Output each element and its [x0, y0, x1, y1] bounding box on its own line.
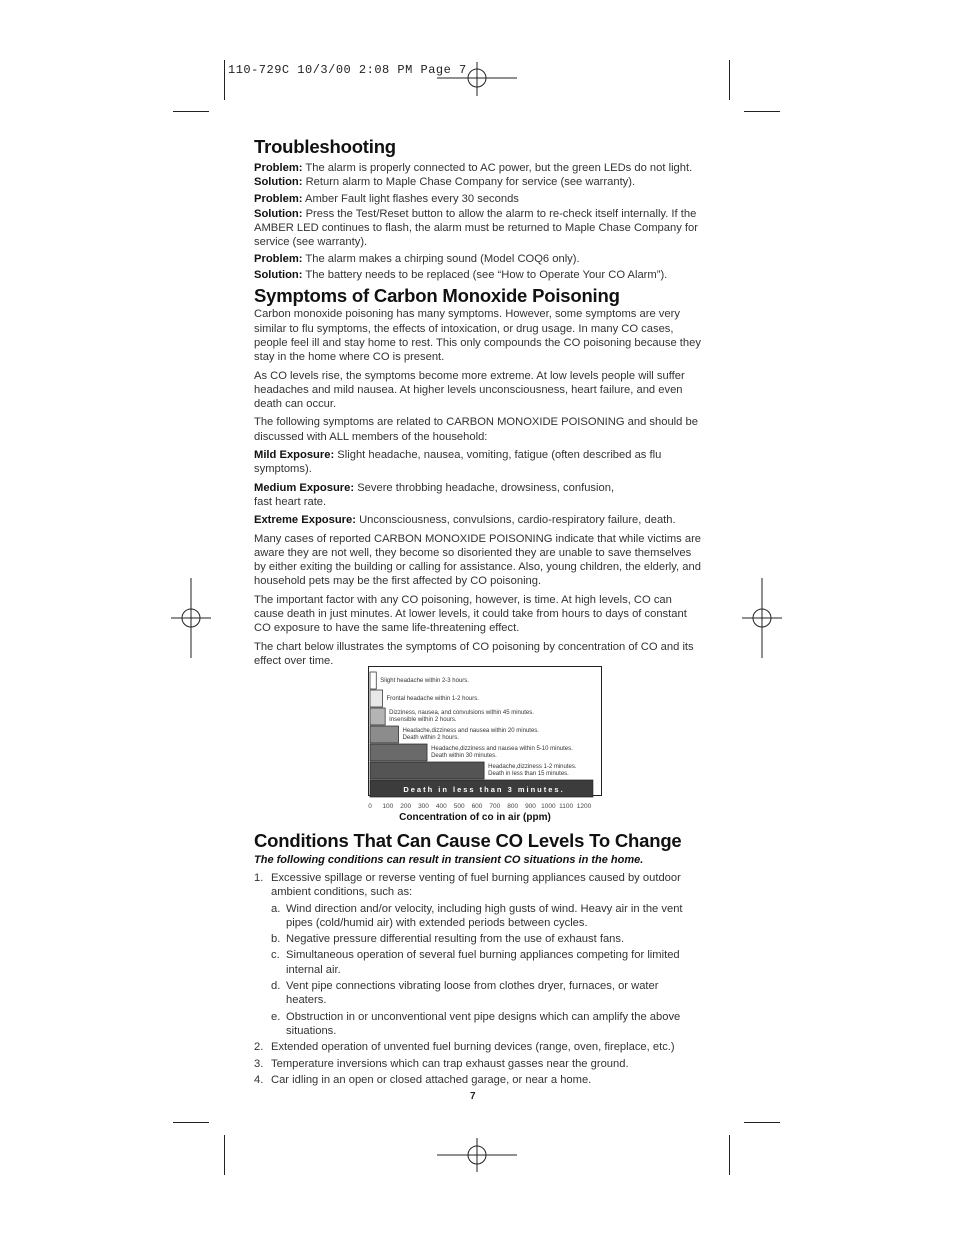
problem-2: Problem: Amber Fault light flashes every 30 seconds — [254, 192, 519, 205]
chart-tick-label: 1100 — [559, 803, 574, 810]
chart-tick-label: 900 — [525, 803, 536, 810]
conditions-heading: Conditions That Can Cause CO Levels To Change — [254, 830, 682, 851]
solution-3: Solution: The battery needs to be replaced (see “How to Operate Your CO Alarm”). — [254, 269, 668, 282]
symptoms-heading: Symptoms of Carbon Monoxide Poisoning — [254, 285, 620, 307]
chart-bar — [370, 708, 385, 725]
symptoms-paragraph: Many cases of reported CARBON MONOXIDE POISONING indicate that while victims are aware they are not well, they become so disoriented they are unable to save themselves by either exiting the building or calling for assistance. Also, young children, the elderly, and household pets may be the first affected by CO poisoning. — [254, 532, 702, 588]
symptoms-paragraph: The following symptoms are related to CARBON MONOXIDE POISONING and should be discussed with ALL members of the household: — [254, 416, 698, 443]
troubleshooting-heading: Troubleshooting — [254, 136, 396, 157]
main-content — [254, 136, 702, 668]
chart-bar — [370, 672, 376, 689]
list-item: 1. Excessive spillage or reverse venting of fuel burning appliances caused by outdoor ambient conditions, such as: a. Wind direction and/or velocity, including high gusts of wind. Heavy air in the vent pipes (cold/humid air) with extended periods between cycles. b. Negative pressure differential resulting from the use of exhaust fans. c. Simultaneous operation of several fuel burning appliances competing for limited internal air. d. Vent pipe connections vibrating loose from clothes dryer, furnaces, or water heaters. e. Obstruction in or unconventional vent pipe designs which can amplify the above situations. — [254, 871, 702, 1038]
chart-tick-label: 100 — [382, 803, 394, 810]
medium-exposure: Medium Exposure: Severe throbbing headache, drowsiness, confusion, fast heart rate. — [254, 481, 615, 508]
chart-tick-label: 200 — [400, 803, 412, 810]
chart-bar-label: Headache,dizziness and nausea within 5-10 minutes. Death within 30 minutes. — [431, 746, 573, 759]
crop-mark — [744, 1122, 780, 1123]
symptoms-paragraph: The important factor with any CO poisoning, however, is time. At high levels, CO can cause death in just minutes. At lower levels, it could take from hours to days of constant CO exposure to have the same life-threatening effect. — [254, 593, 687, 635]
problem-1: Problem: The alarm is properly connected to AC power, but the green LEDs do not light. — [254, 162, 693, 174]
conditions-list — [254, 871, 702, 1087]
crop-mark — [173, 1122, 209, 1123]
symptoms-paragraph: As CO levels rise, the symptoms become more extreme. At low levels people will suffer headaches and mild nausea. At higher levels unconsciousness, heart failure, and even death can occur. — [254, 369, 685, 411]
chart-bar-label: Death in less than 3 minutes. — [403, 785, 565, 794]
registration-mark-left — [171, 578, 211, 658]
sub-list-item: e. Obstruction in or unconventional vent pipe designs which can amplify the above situations. — [271, 1010, 681, 1037]
registration-mark-right — [742, 578, 782, 658]
chart-tick-label: 500 — [453, 803, 465, 810]
list-item: 2. Extended operation of unvented fuel burning devices (range, oven, fireplace, etc.) — [254, 1041, 675, 1054]
crop-mark — [729, 60, 730, 100]
chart-tick-label: 1000 — [541, 803, 556, 810]
problem-3: Problem: The alarm makes a chirping sound (Model COQ6 only). — [254, 252, 580, 265]
chart-bar-label: Dizziness, nausea, and convulsions within 45 minutes. Insensible within 2 hours. — [389, 710, 534, 723]
chart-x-axis-label: Concentration of co in air (ppm) — [399, 812, 551, 823]
crop-mark — [173, 111, 209, 112]
solution-1: Solution: Return alarm to Maple Chase Company for service (see warranty). — [254, 176, 636, 189]
crop-mark — [729, 1135, 730, 1175]
page-number: 7 — [470, 1091, 476, 1102]
chart-bar-label: Headache,dizziness 1-2 minutes. Death in less than 15 minutes. — [488, 764, 577, 777]
sub-list-item: c. Simultaneous operation of several fuel burning appliances competing for limited internal air. — [271, 949, 680, 976]
crop-mark — [224, 60, 225, 100]
sub-list-item: d. Vent pipe connections vibrating loose from clothes dryer, furnaces, or water heaters. — [271, 980, 659, 1007]
chart-tick-label: 600 — [471, 803, 483, 810]
mild-exposure: Mild Exposure: Slight headache, nausea, vomiting, fatigue (often described as flu symptoms). — [254, 449, 662, 476]
chart-bar — [370, 744, 427, 761]
sub-list — [271, 902, 702, 1039]
registration-mark-top — [437, 62, 517, 102]
chart-tick-label: 700 — [489, 803, 501, 810]
sub-list-item: a. Wind direction and/or velocity, including high gusts of wind. Heavy air in the vent pipes (cold/humid air) with extended periods between cycles. — [271, 902, 683, 929]
print-slug: 110-729C 10/3/00 2:08 PM Page 7 — [228, 63, 467, 77]
conditions-section — [254, 830, 702, 1089]
list-item: 3. Temperature inversions which can trap exhaust gasses near the ground. — [254, 1057, 629, 1070]
registration-mark-bottom — [437, 1138, 517, 1178]
co-concentration-chart — [362, 664, 612, 824]
chart-tick-label: 0 — [368, 803, 372, 810]
crop-mark — [224, 1135, 225, 1175]
list-item: 4. Car idling in an open or closed attached garage, or near a home. — [254, 1073, 592, 1086]
chart-svg — [362, 664, 612, 824]
solution-2: Solution: Press the Test/Reset button to allow the alarm to re-check itself internally. If the AMBER LED continues to flash, the alarm must be returned to Maple Chase Company for service (see warranty). — [254, 207, 698, 249]
chart-bar — [370, 690, 382, 707]
extreme-exposure: Extreme Exposure: Unconsciousness, convulsions, cardio-respiratory failure, death. — [254, 514, 676, 527]
crop-mark — [744, 111, 780, 112]
conditions-subheading: The following conditions can result in transient CO situations in the home. — [254, 854, 644, 866]
sub-list-item: b. Negative pressure differential resulting from the use of exhaust fans. — [271, 933, 625, 946]
symptoms-paragraph: Carbon monoxide poisoning has many symptoms. However, some symptoms are very similar to flu symptoms, the effects of intoxication, or drug usage. In many CO cases, people feel ill and stay home to rest. This only compounds the CO poisoning because they stay in the home where CO is present. — [254, 308, 701, 364]
chart-bar-label: Headache,dizziness and nausea within 20 minutes. Death within 2 hours. — [402, 728, 539, 741]
chart-bar-label: Frontal headache within 1-2 hours. — [386, 696, 479, 702]
chart-bar — [370, 726, 399, 743]
chart-tick-label: 800 — [507, 803, 519, 810]
chart-tick-label: 400 — [435, 803, 447, 810]
symptoms-paragraph: The chart below illustrates the symptoms of CO poisoning by concentration of CO and its effect over time. — [254, 640, 694, 667]
chart-bar — [370, 762, 484, 779]
chart-bar-label: Slight headache within 2-3 hours. — [380, 678, 469, 684]
chart-tick-label: 300 — [418, 803, 429, 810]
chart-tick-label: 1200 — [576, 803, 592, 810]
